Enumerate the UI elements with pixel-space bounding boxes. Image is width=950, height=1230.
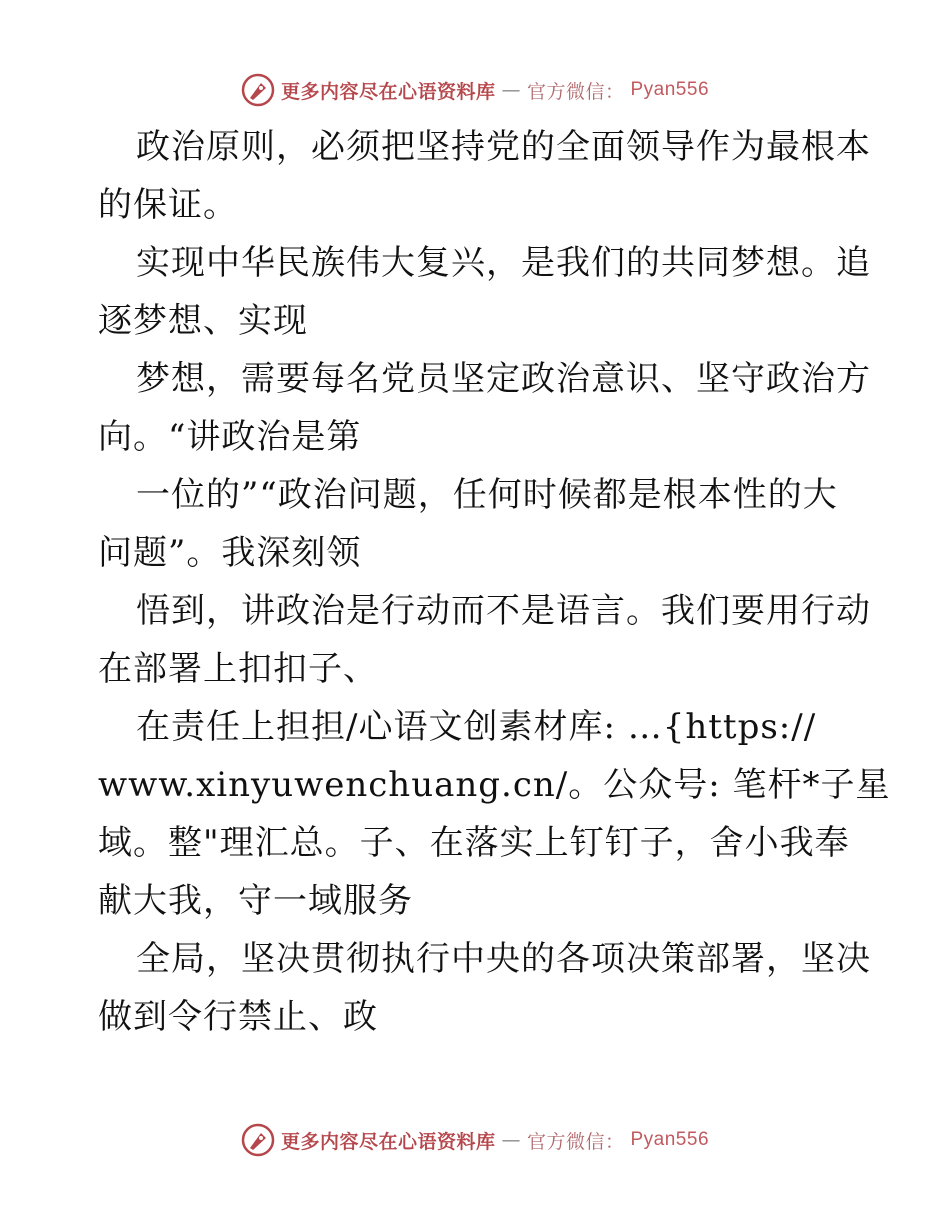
banner-main-text: 更多内容尽在心语资料库 (280, 1130, 496, 1153)
document-body (98, 118, 891, 1046)
paragraph-line: 悟到，讲政治是行动而不是语言。我们要用行动 (136, 591, 871, 631)
banner-wechat-label: 官方微信： (526, 1130, 625, 1153)
paragraph-line: 在责任上担担/心语文创素材库: …{https:// (136, 707, 817, 747)
paragraph-line: 做到令行禁止、政 (98, 997, 378, 1037)
footer-banner (0, 1120, 950, 1160)
paragraph-line: 问题”。我深刻领 (98, 533, 362, 573)
paragraph-line: 全局，坚决贯彻执行中央的各项决策部署，坚决 (136, 939, 871, 979)
header-banner (0, 70, 950, 110)
paragraph-line: 实现中华民族伟大复兴，是我们的共同梦想。追 (136, 243, 871, 283)
paragraph-line: www.xinyuwenchuang.cn/。公众号: 笔杆*子星 (98, 765, 891, 805)
banner-wechat-label: 官方微信： (526, 80, 625, 103)
banner-main-text: 更多内容尽在心语资料库 (280, 80, 496, 103)
pen-nib-logo-icon (241, 73, 275, 107)
banner-wechat-id: Pyan556 (630, 1129, 710, 1150)
paragraph-line: 政治原则，必须把坚持党的全面领导作为最根本 (136, 127, 871, 167)
banner-dash: — (501, 1129, 521, 1151)
paragraph-line: 的保证。 (98, 185, 238, 225)
banner-dash: — (501, 79, 521, 101)
paragraph-line: 一位的”“政治问题，任何时候都是根本性的大 (136, 475, 838, 515)
banner-wechat-id: Pyan556 (630, 79, 710, 100)
pen-nib-logo-icon (241, 1123, 275, 1157)
paragraph-line: 逐梦想、实现 (98, 301, 308, 341)
paragraph-line: 向。“讲政治是第 (98, 417, 362, 457)
paragraph-line: 献大我，守一域服务 (98, 881, 413, 921)
paragraph-line: 域。整"理汇总。子、在落实上钉钉子，舍小我奉 (98, 823, 850, 863)
paragraph-line: 在部署上扣扣子、 (98, 649, 378, 689)
paragraph-line: 梦想，需要每名党员坚定政治意识、坚守政治方 (136, 359, 871, 399)
